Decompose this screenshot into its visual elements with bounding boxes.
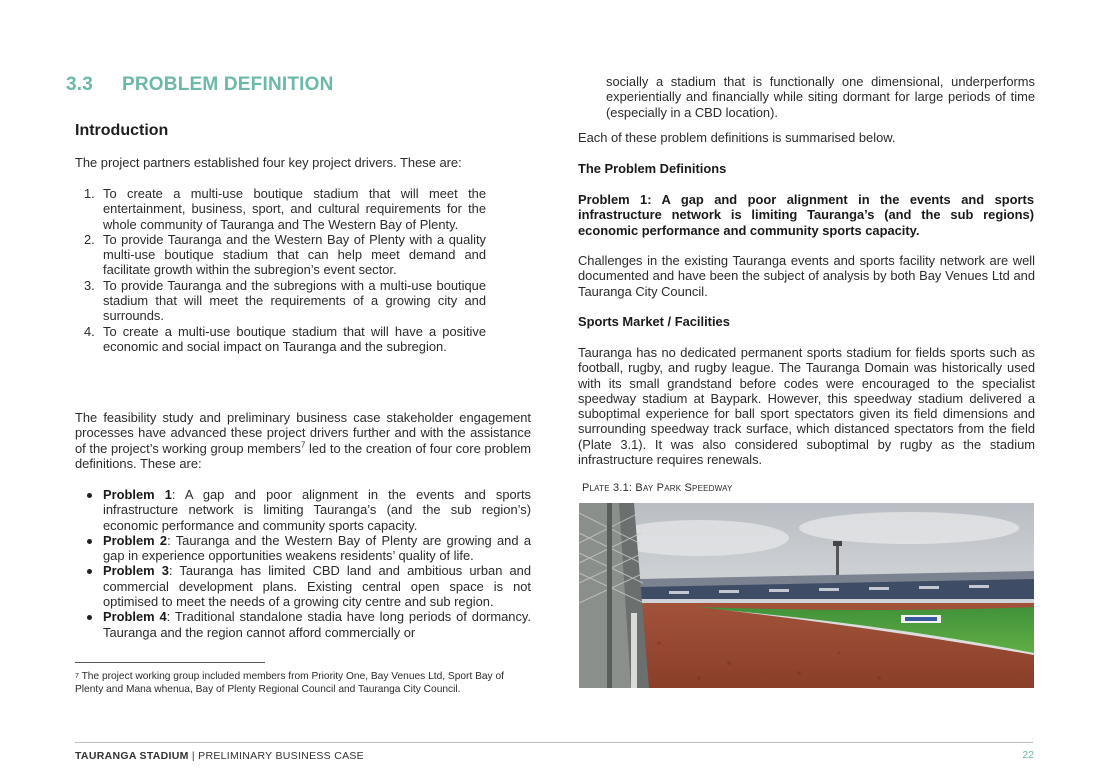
summary-line: Each of these problem definitions is summarised below.: [578, 130, 896, 145]
sports-market-paragraph: Tauranga has no dedicated permanent sports stadium for fields sports such as football, rugby, and rugby league. The Tauranga Domain was historically used with its small grandstand before codes were encouraged to the specialist speedway stadium at Baypark. However, this speedway stadium delivered a suboptimal experience for ball sport spectators given its field dimensions and surrounding speedway track surface, which distanced spectators from the field (Plate 3.1). It was also considered suboptimal by rugby as the stadium infrastructure requires renewals.: [578, 345, 1035, 468]
speedway-illustration: [579, 503, 1034, 688]
problem-label: Problem 2: [103, 532, 168, 548]
footnote-reference[interactable]: 7: [300, 440, 306, 450]
problem-item: [75, 609, 531, 640]
introduction-heading: Introduction: [75, 122, 169, 139]
footer-separator: |: [188, 750, 199, 762]
problem-label: Problem 3: [103, 563, 169, 579]
footnote-number: 7: [75, 673, 79, 680]
bullet-icon: [87, 615, 92, 620]
problem-item: [75, 563, 531, 609]
feasibility-text-b: led to the creation of four core problem definitions. These are:: [75, 440, 531, 471]
sports-market-heading: Sports Market / Facilities: [578, 314, 730, 329]
section-title: PROBLEM DEFINITION: [122, 74, 334, 95]
footnote-text: The project working group included members from Priority One, Bay Venues Ltd, Sport Bay of Plenty and Mana whenua, Bay of Plenty Regional Council and Tauranga City Council.: [75, 671, 504, 695]
list-number: 3.: [84, 277, 95, 293]
footnote: [75, 670, 531, 696]
page-number: 22: [1022, 749, 1034, 761]
baypark-speedway-photo: [579, 503, 1034, 688]
project-drivers-list: [75, 186, 486, 354]
feasibility-paragraph: [75, 410, 531, 471]
problem-text: : Tauranga has limited CBD land and ambitious urban and commercial development plans. Existing central open space is not optimised to meet the needs of a growing city centre and sub region.: [103, 563, 532, 610]
bullet-icon: [87, 539, 92, 544]
list-number: 1.: [84, 186, 95, 201]
driver-item: [75, 186, 486, 232]
problem-item: [75, 487, 531, 533]
problem-definitions-heading: The Problem Definitions: [578, 161, 727, 176]
driver-text: To create a multi-use boutique stadium that will have a positive economic and social impact on Tauranga and the subregion.: [103, 323, 486, 354]
drivers-lead-paragraph: The project partners established four key project drivers. These are:: [75, 155, 462, 170]
list-number: 2.: [84, 231, 95, 247]
problem-label: Problem 1: [103, 487, 172, 502]
footer-document-type: PRELIMINARY BUSINESS CASE: [198, 750, 364, 762]
problem-text: : Tauranga and the Western Bay of Plenty are growing and a gap in experience opportunities weakens residents’ quality of life.: [103, 532, 531, 564]
feasibility-text-a: The feasibility study and preliminary business case stakeholder engagement processes have advanced these project drivers further and with the assistance of the project’s working group members: [75, 410, 531, 456]
driver-text: To provide Tauranga and the subregions with a multi-use boutique stadium that will meet the requirements of a growing city and surrounds.: [103, 277, 486, 324]
continuation-paragraph: socially a stadium that is functionally one dimensional, underperforms experientially and financially while siting dormant for large periods of time (especially in a CBD location).: [606, 74, 1035, 120]
problem-definitions-list: [75, 487, 531, 640]
driver-text: To provide Tauranga and the Western Bay of Plenty with a quality multi-use boutique stadium that can help meet demand and facilitate growth within the subregion’s event sector.: [103, 231, 486, 278]
driver-item: [75, 324, 486, 355]
footer-document-name: TAURANGA STADIUM: [75, 750, 189, 762]
plate-caption: Plate 3.1: Bay Park Speedway: [582, 482, 733, 494]
section-heading: [66, 74, 526, 96]
driver-item: [75, 232, 486, 278]
problem-1-heading: Problem 1: A gap and poor alignment in the events and sports infrastructure network is limiting Tauranga’s (and the sub regions) economic performance and community sports capacity.: [578, 192, 1034, 238]
list-number: 4.: [84, 323, 95, 339]
problem-text: : A gap and poor alignment in the events and sports infrastructure network is limiting Tauranga’s (and the sub region’s) economic performance and community sports capacity.: [103, 487, 531, 533]
footer-title: [75, 750, 364, 762]
driver-item: [75, 278, 486, 324]
problem-label: Problem 4: [103, 609, 167, 625]
bullet-icon: [87, 493, 92, 498]
bullet-icon: [87, 569, 92, 574]
footnote-divider: [75, 662, 265, 663]
problem-text: : Traditional standalone stadia have long periods of dormancy. Tauranga and the region cannot afford commercially or: [103, 609, 531, 640]
challenges-paragraph: Challenges in the existing Tauranga events and sports facility network are well documented and have been the subject of analysis by both Bay Venues Ltd and Tauranga City Council.: [578, 253, 1035, 299]
footer-divider: [75, 742, 1033, 743]
driver-text: To create a multi-use boutique stadium that will meet the entertainment, business, sport, and cultural requirements for the whole community of Tauranga and The Western Bay of Plenty.: [103, 186, 486, 232]
problem-item: [75, 533, 531, 564]
section-number: 3.3: [66, 74, 94, 95]
